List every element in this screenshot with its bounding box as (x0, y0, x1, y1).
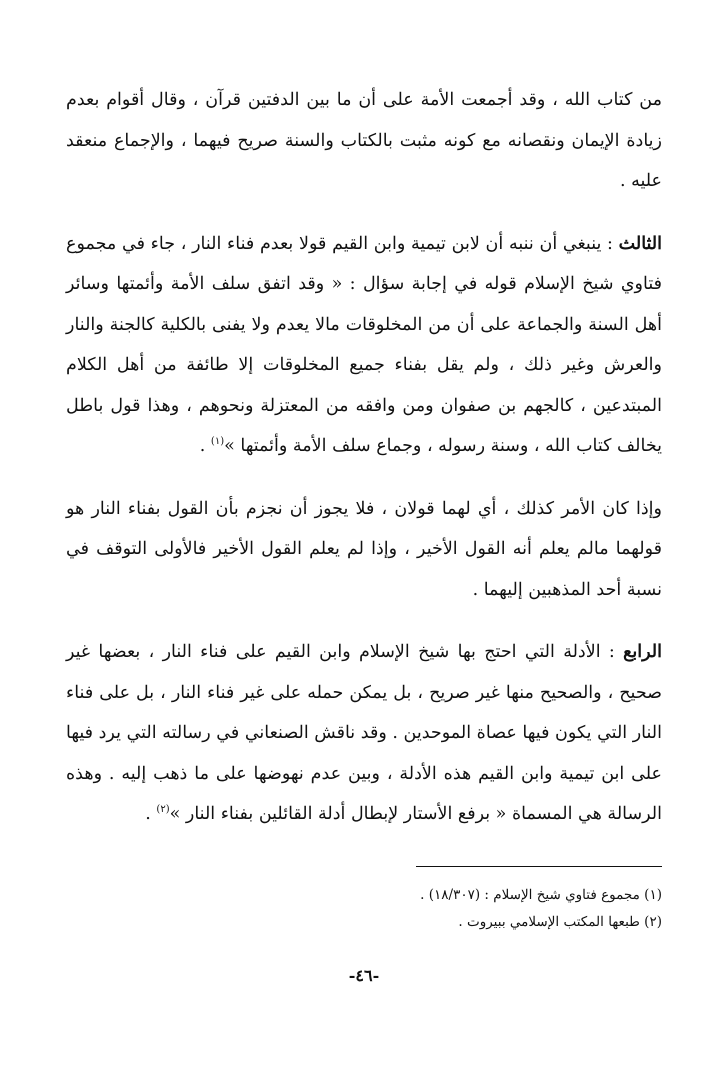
paragraph-3 (66, 489, 662, 611)
paragraph-2-lead: الثالث (618, 233, 662, 254)
paragraph-2-text: : ينبغي أن ننبه أن لابن تيمية وابن القيم قولا بعدم فناء النار ، جاء في مجموع فتاوي شيخ الإسلام قوله في إجابة سؤال : « وقد اتفق سلف الأمة وأئمتها وسائر أهل السنة والجماعة على أن من المخلوقات مالا يعدم ولا يفنى بالكلية كالجنة والنار والعرش وغير ذلك ، ولم يقل بفناء جميع المخلوقات إلا طائفة من أهل الكلام المبتدعين ، كالجهم بن صفوان ومن وافقه من المعتزلة ونحوهم ، وهذا قول باطل يخالف كتاب الله ، وسنة رسوله ، وجماع سلف الأمة وأئمتها » (66, 233, 662, 456)
paragraph-1-text: من كتاب الله ، وقد أجمعت الأمة على أن ما بين الدفتين قرآن ، وقال أقوام بعدم زيادة الإيمان ونقصانه مع كونه مثبت بالكتاب والسنة صريح فيهما ، والإجماع منعقد عليه . (66, 90, 662, 191)
paragraph-2-tail: . (199, 436, 211, 456)
footnote-1: (١) مجموع فتاوي شيخ الإسلام : (١٨/٣٠٧) . (420, 887, 662, 903)
paragraph-4-text: : الأدلة التي احتج بها شيخ الإسلام وابن القيم على فناء النار ، بعضها غير صحيح ، والصحيح منها غير صريح ، بل يمكن حمله على غير فناء النار ، بل على فناء النار التي يكون فيها عصاة الموحدين . وقد ناقش الصنعاني في رسالته التي يرد فيها على ابن تيمية وابن القيم هذه الأدلة ، وبين عدم نهوضها على ما ذهب إليه . وهذه الرسالة هي المسماة « برفع الأستار لإبطال أدلة القائلين بفناء النار » (66, 642, 662, 824)
footnote-ref-2: (٢) (156, 804, 170, 816)
paragraph-1 (66, 80, 662, 202)
footnote-ref-1: (١) (210, 436, 225, 448)
page-number: -٤٦- (348, 966, 380, 985)
paragraph-4 (66, 632, 662, 835)
footnotes (66, 882, 662, 936)
paragraph-4-tail: . (145, 804, 157, 824)
paragraph-2 (66, 224, 662, 467)
footnote-divider (416, 866, 662, 867)
paragraph-4-lead: الرابع (623, 642, 662, 662)
footnote-2: (٢) طبعها المكتب الإسلامي ببيروت . (458, 914, 662, 930)
paragraph-3-text: وإذا كان الأمر كذلك ، أي لهما قولان ، فلا يجوز أن نجزم بأن القول بفناء النار هو قولهما مالم يعلم أنه القول الأخير ، وإذا لم يعلم القول الأخير فالأولى التوقف في نسبة أحد المذهبين إليهما . (66, 498, 662, 600)
